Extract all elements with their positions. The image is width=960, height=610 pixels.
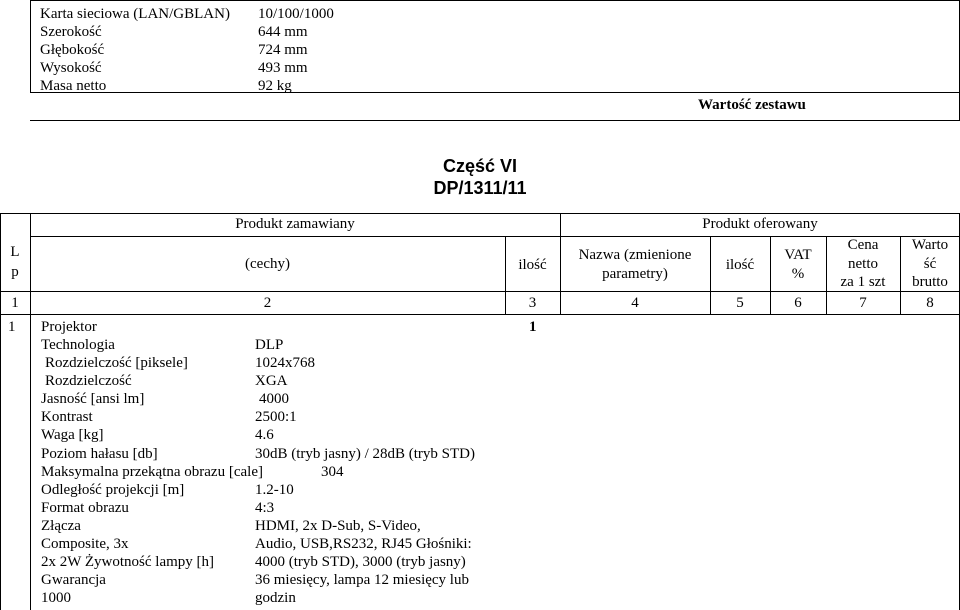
vat-header: VAT [784,247,812,263]
spec-value: 1024x768 [255,355,315,371]
spec-value: 493 mm [258,60,308,76]
spec-value: HDMI, 2x D-Sub, S-Video, [255,518,421,534]
spec-value: 2500:1 [255,409,297,425]
features-header: (cechy) [245,256,290,272]
spec-label: 1000 [41,590,71,606]
column-number: 7 [859,295,867,311]
spec-label: Composite, 3x [41,536,129,552]
quantity-header: ilość [518,257,547,273]
spec-value: 10/100/1000 [258,6,334,22]
value-header-3: brutto [912,274,948,290]
spec-label: Format obrazu [41,500,129,516]
lp-header: L [10,244,20,260]
spec-label: Waga [kg] [41,427,104,443]
spec-value: 724 mm [258,42,308,58]
column-number: 5 [736,295,744,311]
spec-value: 304 [321,464,344,480]
spec-label: Masa netto [40,78,107,94]
price-header-3: za 1 szt [840,274,886,290]
spec-label: Karta sieciowa (LAN/GBLAN) [40,6,230,22]
spec-value: XGA [255,373,288,389]
column-number: 1 [11,295,19,311]
spec-value: 36 miesięcy, lampa 12 miesięcy lub [255,572,469,588]
lp-header-2: p [11,264,19,280]
price-header-2: netto [848,256,878,272]
ordered-product-header: Produkt zamawiany [235,216,355,232]
product-quantity: 1 [529,319,537,335]
spec-label: Kontrast [41,409,93,425]
spec-value: 644 mm [258,24,308,40]
spec-value: godzin [255,590,296,606]
row-lp: 1 [8,319,16,335]
spec-label: 2x 2W Żywotność lampy [h] [41,554,215,570]
column-number: 3 [528,295,537,311]
spec-value: 30dB (tryb jasny) / 28dB (tryb STD) [255,446,475,462]
column-number: 6 [794,295,802,311]
spec-label: Złącza [41,518,81,534]
spec-label: Technologia [41,337,115,353]
spec-label: Rozdzielczość [45,373,132,389]
spec-label: Odległość projekcji [m] [41,482,185,498]
quantity2-header: ilość [725,257,755,273]
spec-value: 4:3 [255,500,275,516]
offered-product-header: Produkt oferowany [702,216,818,232]
spec-value: 4.6 [255,427,274,443]
spec-label: Rozdzielczość [piksele] [45,355,188,371]
vat-header-2: % [791,266,805,282]
spec-label: Jasność [ansi lm] [41,391,145,407]
value-header: Warto [911,237,949,253]
spec-value: 4000 [259,391,289,407]
price-header: Cena [847,237,879,253]
spec-label: Gwarancja [41,572,106,588]
spec-value: 92 kg [258,78,292,94]
spec-label: Szerokość [40,24,102,40]
set-value-label: Wartość zestawu [698,97,806,113]
name-header-2: parametry) [602,266,668,282]
spec-label: Wysokość [40,60,102,76]
spec-label: Poziom hałasu [db] [41,446,158,462]
name-header: Nazwa (zmienione [578,247,692,263]
column-number: 2 [263,295,272,311]
spec-value: Audio, USB,RS232, RJ45 Głośniki: [255,536,472,552]
value-header-2: ść [923,256,937,272]
spec-value: DLP [255,337,284,353]
spec-label: Maksymalna przekątna obrazu [cale] [41,464,263,480]
product-name: Projektor [41,319,97,335]
spec-value: 1.2-10 [255,482,294,498]
spec-label: Głębokość [40,42,105,58]
section-code: DP/1311/11 [433,178,527,198]
column-number: 4 [631,295,639,311]
column-number: 8 [926,295,934,311]
spec-value: 4000 (tryb STD), 3000 (tryb jasny) [255,554,466,570]
section-title: Część VI [442,156,518,176]
